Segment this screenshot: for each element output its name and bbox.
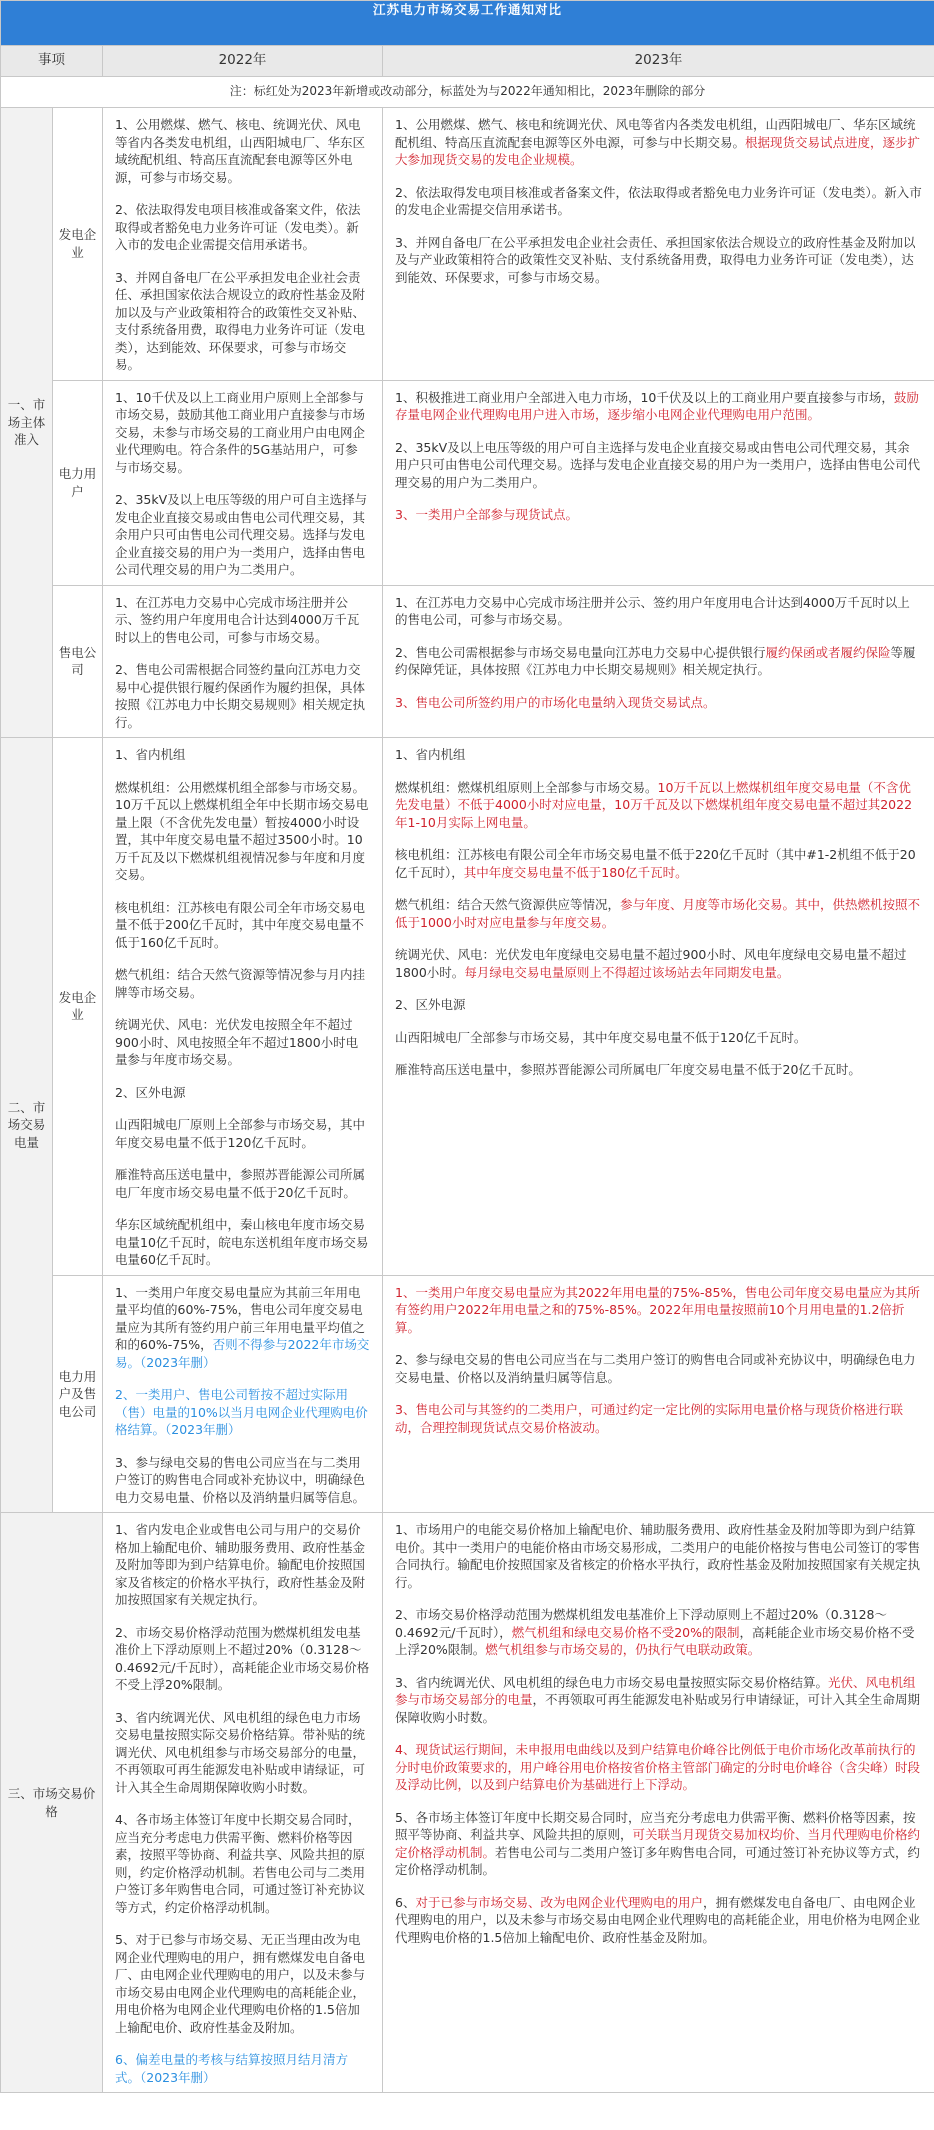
para <box>395 1809 922 1879</box>
para: 雁淮特高压送电量中，参照苏晋能源公司所属电厂年度交易电量不低于20亿千瓦时。 <box>395 1062 861 1077</box>
text: 燃煤机组：燃煤机组原则上全部参与市场交易。 <box>395 779 658 795</box>
text: ，不再领取可再生能源发电补贴或另行申请绿证，可计入其全生命周期保障收购小时数。 <box>395 1692 921 1725</box>
para: 3、并网自备电厂在公平承担发电企业社会责任、承担国家依法合规设立的政府性基金及附加以及与产业政策相符合的政策性交叉补贴、支付系统备用费，取得电力业务许可证（发电类），达到能效、环保要求，可参与市场交易。 <box>395 234 916 285</box>
cell-2022-access-user <box>103 380 383 585</box>
para: 2、35kV及以上电压等级的用户可自主选择与发电企业直接交易或由售电公司代理交易，其余用户只可由售电公司代理交易。选择与发电企业直接交易的用户为一类用户，选择由售电公司代理交易的用户为二类用户。 <box>395 439 921 490</box>
para: 1、在江苏电力交易中心完成市场注册并公示、签约用户年度用电合计达到4000万千瓦时以上的售电公司，可参与市场交易。 <box>395 594 910 627</box>
text: 1、积极推进工商业用户全部进入电力市场，10千伏及以上的工商业用户要直接参与市场， <box>395 389 894 405</box>
added-para: 3、售电公司所签约用户的市场化电量纳入现货交易试点。 <box>395 694 716 710</box>
para: 核电机组：江苏核电有限公司全年市场交易电量不低于200亿千瓦时，其中年度交易电量不低于160亿千瓦时。 <box>115 899 366 950</box>
para <box>395 1674 922 1727</box>
para: 山西阳城电厂全部参与市场交易，其中年度交易电量不低于120亿千瓦时。 <box>395 1029 807 1045</box>
section-trade-price: 三、市场交易价格 <box>1 1513 103 2093</box>
para <box>395 1606 922 1659</box>
added-text: 鼓励存量电网企业代理购电用户进入市场，逐步缩小电网企业代理购电用户范围。 <box>395 389 919 422</box>
cell-2023-access-user <box>383 380 934 585</box>
para <box>115 1284 370 1372</box>
cell-2022-price <box>103 1513 383 2093</box>
added-text: 燃气机组和绿电交易价格不受20%的限制 <box>511 1624 740 1640</box>
para: 4、各市场主体签订年度中长期交易合同时，应当充分考虑电力供需平衡、燃料价格等因素，按照平等协商、利益共享、风险共担的原则，约定价格浮动机制。若售电公司与二类用户签订多年购售电合同，可通过签订补充协议等方式，约定价格浮动机制。 <box>115 1812 366 1915</box>
para: 3、省内统调光伏、风电机组的绿色电力市场交易电量按照实际交易价格结算。带补贴的统调光伏、风电机组参与市场交易部分的电量，不再领取可再生能源发电补贴或申请绿证，可计入其全生命周期保障收购小时数。 <box>115 1709 366 1795</box>
para: 2、依法取得发电项目核准或者备案文件，依法取得或者豁免电力业务许可证（发电类）。新入市的发电企业需提交信用承诺书。 <box>395 184 922 217</box>
para: 3、并网自备电厂在公平承担发电企业社会责任、承担国家依法合规设立的政府性基金及附加以及与产业政策相符合的政策性交叉补贴、支付系统备用费，取得电力业务许可证（发电类），达到能效、环保要求，可参与市场交易。 <box>115 269 366 372</box>
added-text: 履约保函或者履约保险 <box>765 644 891 660</box>
para: 2、参与绿电交易的售电公司应当在与二类用户签订的购售电合同或补充协议中，明确绿色电力交易电量、价格以及消纳量归属等信息。 <box>395 1352 916 1385</box>
para: 2、区外电源 <box>395 997 466 1012</box>
para: 2、区外电源 <box>115 1084 186 1100</box>
added-text: 燃气机组参与市场交易的，仍执行气电联动政策。 <box>485 1642 761 1657</box>
cell-2022-access-gen <box>103 108 383 381</box>
para: 2、依法取得发电项目核准或备案文件，依法取得或者豁免电力业务许可证（发电类）。新入市的发电企业需提交信用承诺书。 <box>115 202 361 252</box>
para: 雁淮特高压送电量中，参照苏晋能源公司所属电厂年度市场交易电量不低于20亿千瓦时。 <box>115 1167 366 1200</box>
text: 若售电公司与二类用户签订多年购售电合同，可通过签订补充协议等方式，约定价格浮动机制。 <box>395 1844 921 1877</box>
para: 1、在江苏电力交易中心完成市场注册并公示、签约用户年度用电合计达到4000万千瓦时以上的售电公司，可参与市场交易。 <box>115 594 360 645</box>
para: 华东区域统配机组中，秦山核电年度市场交易电量10亿千瓦时，皖电东送机组年度市场交易电量60亿千瓦时。 <box>115 1217 369 1267</box>
para: 1、市场用户的电能交易价格加上输配电价、辅助服务费用、政府性基金及附加等即为到户结算电价。其中一类用户的电能价格由市场交易形成，二类用户的电能价格按与售电公司签订的零售合同执行。输配电价按照国家及省核定的价格水平执行，政府性基金及附加按照国家有关规定执行。 <box>395 1522 921 1590</box>
para: 统调光伏、风电：光伏发电按照全年不超过900小时、风电按照全年不超过1800小时电量参与年度市场交易。 <box>115 1017 359 1067</box>
text: 5、各市场主体签订年度中长期交易合同时，应当充分考虑电力供需平衡、燃料价格等因素，按照平等协商、利益共享、风险共担的原则， <box>395 1809 916 1842</box>
deleted-text: 否则不得参与2022年市场交易。（2023年删） <box>115 1337 370 1370</box>
para <box>395 946 922 981</box>
cell-2023-access-retail <box>383 585 934 738</box>
added-text: 对于已参与市场交易、改为电网企业代理购电的用户 <box>415 1894 703 1910</box>
added-text: 10万千瓦以上燃煤机组年度交易电量（不含优先发电量）不低于4000小时对应电量，10万千瓦及以下燃煤机组年度交易电量不超过其2022年1-10月实际上网电量。 <box>395 779 913 830</box>
note-row <box>1 77 934 108</box>
subcat-users: 电力用户 <box>53 380 103 585</box>
added-para: 3、售电公司与其签约的二类用户，可通过约定一定比例的实际用电量价格与现货价格进行联动，合理控制现货试点交易价格波动。 <box>395 1402 903 1435</box>
para: 2、售电公司需根据合同签约量向江苏电力交易中心提供银行履约保函作为履约担保，具体按照《江苏电力中长期交易规则》相关规定执行。 <box>115 662 366 730</box>
para: 5、对于已参与市场交易、无正当理由改为电网企业代理购电的用户，拥有燃煤发电自备电厂、由电网企业代理购电的用户，以及未参与市场交易由电网企业代理购电的高耗能企业，用电价格为电网企业代理购电价格的1.5倍加上输配电价、政府性基金及附加。 <box>115 1932 366 2035</box>
cell-2023-volume-user <box>383 1275 934 1513</box>
header-item: 事项 <box>1 46 103 77</box>
para: 1、省内机组 <box>115 747 186 762</box>
para: 1、省内机组 <box>395 747 466 762</box>
para: 3、参与绿电交易的售电公司应当在与二类用户签订的购售电合同或补充协议中，明确绿色电力交易电量、价格以及消纳量归属等信息。 <box>115 1454 366 1505</box>
subcat-users-retailers: 电力用户及售电公司 <box>53 1275 103 1513</box>
cell-2022-access-retail <box>103 585 383 738</box>
section-market-access: 一、市场主体准入 <box>1 108 53 738</box>
para <box>395 1894 922 1947</box>
subcat-generation: 发电企业 <box>53 108 103 381</box>
text: 2、市场交易价格浮动范围为燃煤机组发电基准价上下浮动原则上不超过20%（0.3128～0.4692元/千瓦时）， <box>395 1607 887 1640</box>
added-para: 1、一类用户年度交易电量应为其2022年用电量的75%-85%，售电公司年度交易电量应为其所有签约用户2022年用电量之和的75%-85%。2022年用电量按照前10个月用电量的1.2倍折算。 <box>395 1284 920 1335</box>
header-row <box>1 46 934 77</box>
header-2022: 2022年 <box>103 46 383 77</box>
cell-2022-volume-gen <box>103 738 383 1276</box>
note-text: 注：标红处为2023年新增或改动部分，标蓝处为与2022年通知相比，2023年删除的部分 <box>1 77 934 108</box>
cell-2023-access-gen <box>383 108 934 381</box>
para <box>395 644 922 679</box>
added-text: 其中年度交易电量不低于180亿千瓦时。 <box>463 864 688 880</box>
text: 1、公用燃煤、燃气、核电和统调光伏、风电等省内各类发电机组，山西阳城电厂、华东区域统配机组、特高压直流配套电源等区外电源，可参与中长期交易。 <box>395 117 916 150</box>
text: 3、省内统调光伏、风电机组的绿色电力市场交易电量按照实际交易价格结算。 <box>395 1674 828 1690</box>
para: 1、10千伏及以上工商业用户原则上全部参与市场交易，鼓励其他工商业用户直接参与市场交易，未参与市场交易的工商业用户由电网企业代理购电。符合条件的5G基站用户，可参与市场交易。 <box>115 389 366 475</box>
text: 2、售电公司需根据参与市场交易电量向江苏电力交易中心提供银行 <box>395 644 766 660</box>
para: 2、35kV及以上电压等级的用户可自主选择与发电企业直接交易或由售电公司代理交易，其余用户只可由售电公司代理交易。选择与发电企业直接交易的用户为一类用户，选择由售电公司代理交易的用户为二类用户。 <box>115 492 368 577</box>
text: ，高耗能企业市场交易价格不受上浮20%限制。 <box>395 1624 915 1657</box>
text: 核电机组：江苏核电有限公司全年市场交易电量不低于220亿千瓦时（其中#1-2机组不低于20亿千瓦时）， <box>395 847 916 880</box>
added-text: 可关联当月现货交易加权均价、当月代理购电价格约定价格浮动机制。 <box>395 1827 921 1860</box>
deleted-para: 2、一类用户、售电公司暂按不超过实际用（售）电量的10%以当月电网企业代理购电价格结算。（2023年删） <box>115 1387 368 1437</box>
para <box>395 896 922 931</box>
para: 2、市场交易价格浮动范围为燃煤机组发电基准价上下浮动原则上不超过20%（0.3128～0.4692元/千瓦时），高耗能企业市场交易价格不受上浮20%限制。 <box>115 1624 370 1692</box>
added-text: 每月绿电交易电量原则上不得超过该场站去年同期发电量。 <box>464 964 790 980</box>
text: ，拥有燃煤发电自备电厂、由电网企业代理购电的用户，以及未参与市场交易由电网企业代理购电的高耗能企业，用电价格为电网企业代理购电价格的1.5倍加上输配电价、政府性基金及附加。 <box>395 1894 921 1945</box>
cell-2023-price <box>383 1513 934 2093</box>
para: 1、公用燃煤、燃气、核电、统调光伏、风电等省内各类发电机组，山西阳城电厂、华东区域统配机组、特高压直流配套电源等区外电源，可参与市场交易。 <box>115 117 366 185</box>
cell-2022-volume-user <box>103 1275 383 1513</box>
subcat-generation: 发电企业 <box>53 738 103 1276</box>
text: 1、一类用户年度交易电量应为其前三年用电量平均值的60%-75%，售电公司年度交易电量应为其所有签约用户前三年用电量平均值之和的60%-75%， <box>115 1284 366 1352</box>
para: 燃煤机组：公用燃煤机组全部参与市场交易。10万千瓦以上燃煤机组全年中长期市场交易电量上限（不含优先发电量）暂按4000小时设置，其中年度交易电量不超过3500小时。10万千瓦及以下燃煤机组视情况参与年度和月度交易。 <box>115 779 369 882</box>
para: 1、省内发电企业或售电公司与用户的交易价格加上输配电价、辅助服务费用、政府性基金及附加等即为到户结算电价。输配电价按照国家及省核定的价格水平执行，政府性基金及附加按照国家有关规定执行。 <box>115 1522 366 1607</box>
header-2023: 2023年 <box>383 46 934 77</box>
para <box>395 846 922 881</box>
section-trade-volume: 二、市场交易电量 <box>1 738 53 1513</box>
page-title: 江苏电力市场交易工作通知对比 <box>1 1 934 46</box>
para <box>395 116 922 169</box>
deleted-para: 6、偏差电量的考核与结算按照月结月清方式。（2023年删） <box>115 2052 348 2085</box>
text: 6、 <box>395 1894 416 1910</box>
para: 燃气机组：结合天然气资源等情况参与月内挂牌等市场交易。 <box>115 967 366 1000</box>
para: 山西阳城电厂原则上全部参与市场交易，其中年度交易电量不低于120亿千瓦时。 <box>115 1117 366 1150</box>
text: 燃气机组：结合天然气资源供应等情况， <box>395 897 621 912</box>
added-text: 参与年度、月度等市场化交易。其中，供热燃机按照不低于1000小时对应电量参与年度交易。 <box>395 897 921 930</box>
cell-2023-volume-gen <box>383 738 934 1276</box>
text: 统调光伏、风电：光伏发电年度绿电交易电量不超过900小时、风电年度绿电交易电量不超过1800小时。 <box>395 947 907 980</box>
added-para: 3、一类用户全部参与现货试点。 <box>395 507 578 522</box>
added-para: 4、现货试运行期间，未申报用电曲线以及到户结算电价峰谷比例低于电价市场化改革前执行的分时电价政策要求的，用户峰谷用电价格按省价格主管部门确定的分时电价峰谷（含尖峰）时段及浮动比例，以及到户结算电价为基础进行上下浮动。 <box>395 1742 921 1792</box>
subcat-retailer: 售电公司 <box>53 585 103 738</box>
text: 等履约保障凭证，具体按照《江苏电力中长期交易规则》相关规定执行。 <box>395 644 916 677</box>
added-text: 根据现货交易试点进度，逐步扩大参加现货交易的发电企业规模。 <box>395 134 921 167</box>
added-text: 光伏、风电机组参与市场交易部分的电量 <box>395 1674 916 1707</box>
para <box>395 779 922 832</box>
para <box>395 389 922 424</box>
